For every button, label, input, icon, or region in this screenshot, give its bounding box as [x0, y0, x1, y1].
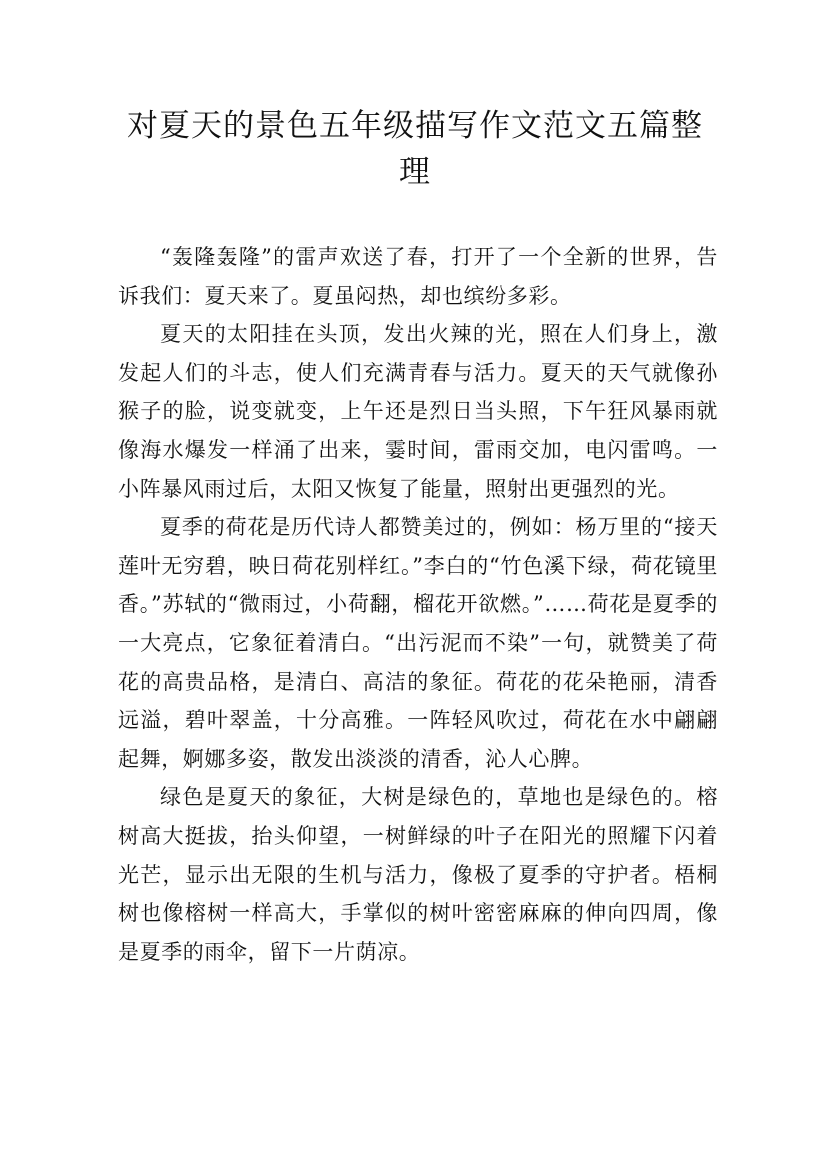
document-body — [118, 238, 718, 971]
paragraph-1: “轰隆轰隆”的雷声欢送了春，打开了一个全新的世界，告诉我们：夏天来了。夏虽闷热，却也缤纷多彩。 — [118, 245, 718, 308]
paragraph-4: 绿色是夏天的象征，大树是绿色的，草地也是绿色的。榕树高大挺拔，抬头仰望，一树鲜绿的叶子在阳光的照耀下闪着光芒，显示出无限的生机与活力，像极了夏季的守护者。梧桐树也像榕树一样高大，手掌似的树叶密密麻麻的伸向四周，像是夏季的雨伞，留下一片荫凉。 — [118, 785, 718, 964]
paragraph-2: 夏天的太阳挂在头顶，发出火辣的光，照在人们身上，激发起人们的斗志，使人们充满青春与活力。夏天的天气就像孙猴子的脸，说变就变，上午还是烈日当头照，下午狂风暴雨就像海水爆发一样涌了出来，霎时间，雷雨交加，电闪雷鸣。一小阵暴风雨过后，太阳又恢复了能量，照射出更强烈的光。 — [118, 322, 718, 501]
paragraph-3: 夏季的荷花是历代诗人都赞美过的，例如：杨万里的“接天莲叶无穷碧，映日荷花别样红。”李白的“竹色溪下绿，荷花镜里香。”苏轼的“微雨过，小荷翻，榴花开欲燃。”……荷花是夏季的一大亮点，它象征着清白。“出污泥而不染”一句，就赞美了荷花的高贵品格，是清白、高洁的象征。荷花的花朵艳丽，清香远溢，碧叶翠盖，十分高雅。一阵轻风吹过，荷花在水中翩翩起舞，婀娜多姿，散发出淡淡的清香，沁人心脾。 — [118, 515, 718, 771]
document-title: 对夏天的景色五年级描写作文范文五篇整理 — [127, 108, 703, 190]
